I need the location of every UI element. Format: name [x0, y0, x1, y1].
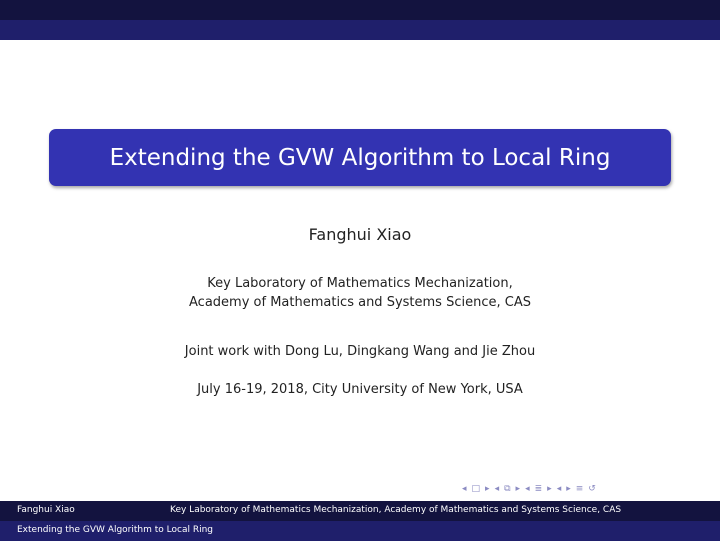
title-box	[49, 129, 671, 186]
affiliation-line-2: Academy of Mathematics and Systems Science, CAS	[189, 295, 531, 310]
nav-prev-icon[interactable]: ◂	[525, 484, 530, 494]
search-icon[interactable]: ↺	[588, 484, 596, 494]
nav-next-icon[interactable]: ▸	[566, 484, 571, 494]
footer-author: Fanghui Xiao	[17, 505, 75, 515]
footer-institute: Key Laboratory of Mathematics Mechanization, Academy of Mathematics and Systems Science, CAS	[170, 505, 622, 515]
nav-next-icon[interactable]: ▸	[515, 484, 521, 494]
header-bar	[0, 0, 720, 40]
slide-title: Extending the GVW Algorithm to Local Ring	[109, 144, 611, 171]
date-venue: July 16-19, 2018, City University of New York, USA	[197, 382, 523, 397]
align-icon[interactable]: ≡	[575, 484, 584, 494]
frame-icon[interactable]: □	[471, 484, 481, 494]
affiliation-line-1: Key Laboratory of Mathematics Mechanization,	[207, 276, 513, 291]
footer-bar-bottom	[0, 521, 720, 541]
joint-work: Joint work with Dong Lu, Dingkang Wang and Jie Zhou	[184, 344, 536, 359]
author-name: Fanghui Xiao	[308, 225, 412, 244]
nav-prev-icon[interactable]: ◂	[556, 484, 562, 494]
footer-title: Extending the GVW Algorithm to Local Ring	[17, 525, 213, 535]
header-bar-top	[0, 0, 720, 20]
nav-prev-icon[interactable]: ◂	[494, 484, 500, 494]
nav-next-icon[interactable]: ▸	[547, 484, 552, 494]
nav-next-icon[interactable]: ▸	[485, 484, 490, 494]
beamer-navigation	[462, 482, 714, 496]
header-bar-bottom	[0, 20, 720, 40]
subsection-icon[interactable]: ⧉	[504, 484, 511, 494]
footer-bar-top	[0, 501, 720, 521]
nav-prev-icon[interactable]: ◂	[462, 484, 467, 494]
section-icon[interactable]: ≣	[534, 484, 543, 494]
